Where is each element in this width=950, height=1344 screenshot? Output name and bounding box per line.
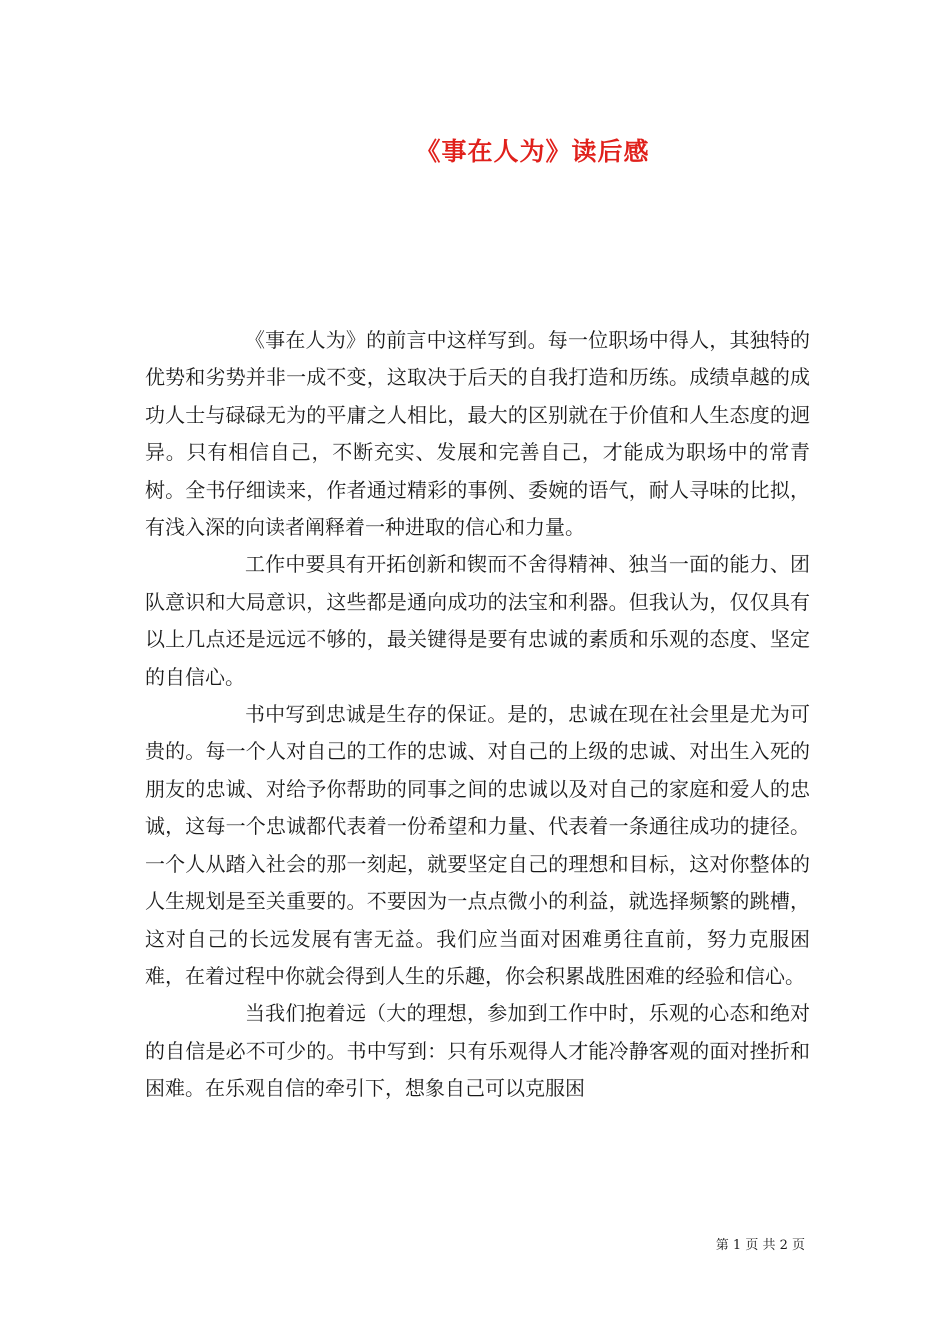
paragraph-2: 工作中要具有开拓创新和锲而不舍得精神、独当一面的能力、团队意识和大局意识，这些都是通向成功的法宝和利器。但我认为，仅仅具有以上几点还是远远不够的，最关键得是要有忠诚的素质和乐观的态度、坚定的自信心。	[145, 552, 810, 689]
paragraph-3: 书中写到忠诚是生存的保证。是的，忠诚在现在社会里是尤为可贵的。每一个人对自己的工作的忠诚、对自己的上级的忠诚、对出生入死的朋友的忠诚、对给予你帮助的同事之间的忠诚以及对自己的家庭和爱人的忠诚，这每一个忠诚都代表着一份希望和力量、代表着一条通往成功的捷径。一个人从踏入社会的那一刻起，就要坚定自己的理想和目标，这对你整体的人生规划是至关重要的。不要因为一点点微小的利益，就选择频繁的跳槽，这对自己的长远发展有害无益。我们应当面对困难勇往直前，努力克服困难，在着过程中你就会得到人生的乐趣，你会积累战胜困难的经验和信心。	[145, 702, 810, 988]
paragraph-4: 当我们抱着远（大的理想，参加到工作中时，乐观的心态和绝对的自信是必不可少的。书中写到：只有乐观得人才能冷静客观的面对挫折和困难。在乐观自信的牵引下，想象自己可以克服困	[145, 1001, 810, 1101]
page-number-footer: 第 1 页 共 2 页	[715, 1238, 805, 1253]
document-title	[0, 132, 950, 168]
paragraph-1: 《事在人为》的前言中这样写到。每一位职场中得人，其独特的优势和劣势并非一成不变，这取决于后天的自我打造和历练。成绩卓越的成功人士与碌碌无为的平庸之人相比，最大的区别就在于价值和人生态度的迥异。只有相信自己，不断充实、发展和完善自己，才能成为职场中的常青树。全书仔细读来，作者通过精彩的事例、委婉的语气，耐人寻味的比拟，有浅入深的向读者阐释着一种进取的信心和力量。	[145, 328, 810, 540]
document-body	[145, 322, 810, 1108]
document-title-text: 《事在人为》读后感	[415, 137, 650, 166]
